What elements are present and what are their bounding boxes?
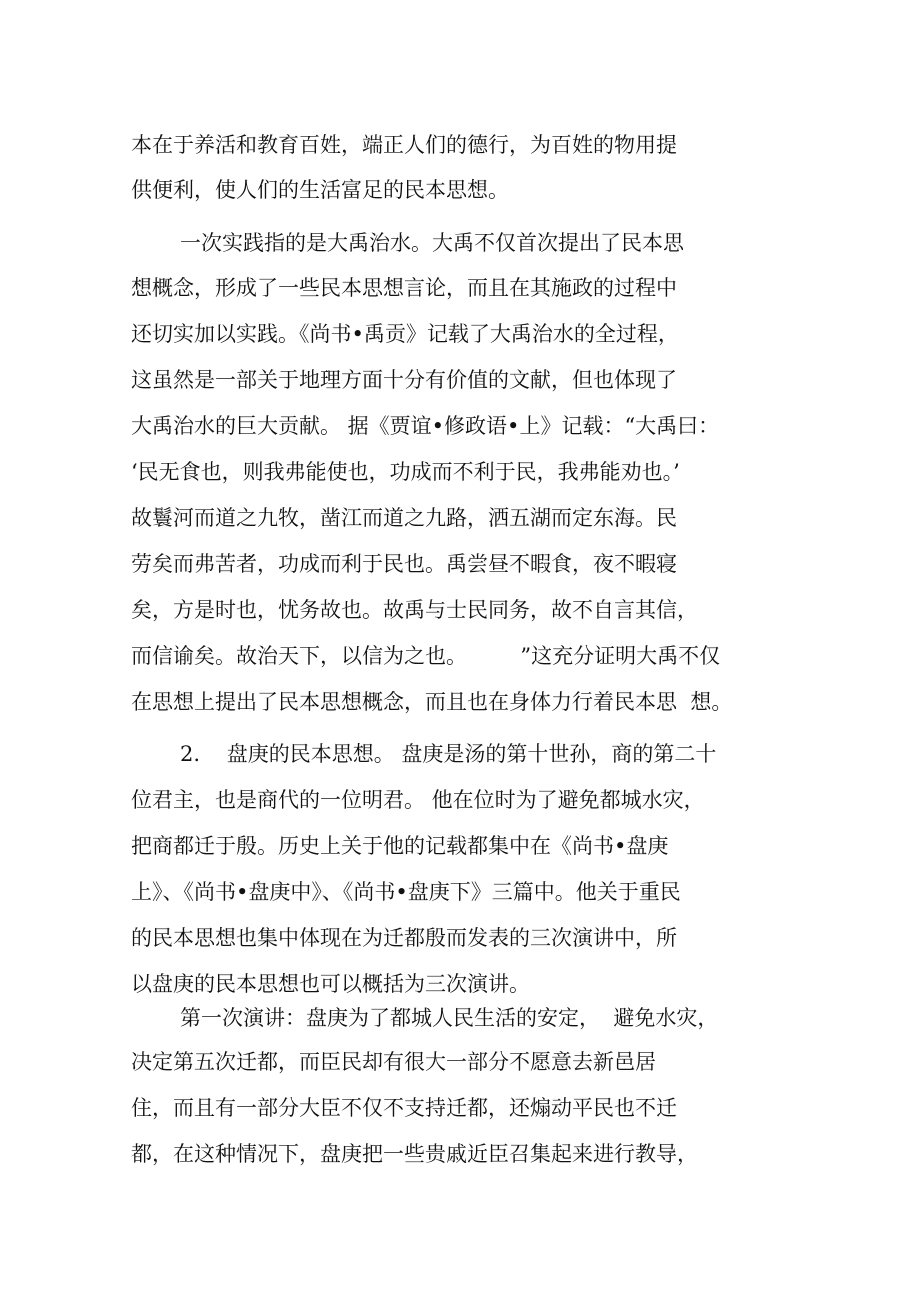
text-line: 的民本思想也集中体现在为迁都殷而发表的三次演讲中，所 (131, 926, 677, 950)
text-line: 想概念，形成了一些民本思想言论，而且在其施政的过程中 (131, 276, 677, 300)
text-line: 供便利，使人们的生活富足的民本思想。 (131, 178, 509, 202)
text-line: 2. 盘庚的民本思想。 盘庚是汤的第十世孙，商的第二十 (180, 742, 717, 766)
text-line: 故鬟河而道之九牧，凿江而道之九路，洒五湖而定东海。民 (131, 506, 677, 530)
text-line: 上》、《尚书•盘庚中》、《尚书•盘庚下》三篇中。他关于重民 (131, 880, 681, 904)
text-line: 都，在这种情况下，盘庚把一些贵戚近臣召集起来进行教导， (131, 1142, 698, 1166)
text-line: 位君主，也是商代的一位明君。 他在位时为了避免都城水灾， (131, 788, 705, 812)
text-line: 劳矣而弗苦者，功成而利于民也。禹尝昼不暇食，夜不暇寝 (131, 552, 677, 576)
text-line: 第一次演讲：盘庚为了都城人民生活的安定， 避免水灾， (180, 1006, 719, 1030)
text-line: 这虽然是一部关于地理方面十分有价值的文献，但也体现了 (131, 368, 677, 392)
text-line: 在思想上提出了民本思想概念，而且也在身体力行着民本思 想。 (131, 690, 733, 714)
text-line: 住，而且有一部分大臣不仅不支持迁都，还煽动平民也不迁 (131, 1096, 677, 1120)
text-line: 矣，方是时也，忧务故也。故禹与士民同务，故不自言其信， (131, 598, 698, 622)
text-line: 以盘庚的民本思想也可以概括为三次演讲。 (131, 972, 530, 996)
text-line: 决定第五次迁都，而臣民却有很大一部分不愿意去新邑居 (131, 1050, 656, 1074)
text-line: ‘民无食也，则我弗能使也，功成而不利于民，我弗能劝也。’ (131, 460, 680, 484)
text-line: 一次实践指的是大禹治水。大禹不仅首次提出了民本思 (180, 231, 684, 255)
text-line: 大禹治水的巨大贡献。 据《贾谊•修政语•上》记载：“大禹曰： (131, 414, 720, 438)
text-line: 还切实加以实践。《尚书•禹贡》记载了大禹治水的全过程， (131, 322, 679, 346)
text-line: 本在于养活和教育百姓，端正人们的德行，为百姓的物用提 (131, 133, 677, 157)
text-line: 把商都迁于殷。历史上关于他的记载都集中在《尚书•盘庚 (131, 834, 669, 858)
text-line: 而信谕矣。故治天下，以信为之也。 ”这充分证明大禹不仅 (131, 644, 721, 668)
